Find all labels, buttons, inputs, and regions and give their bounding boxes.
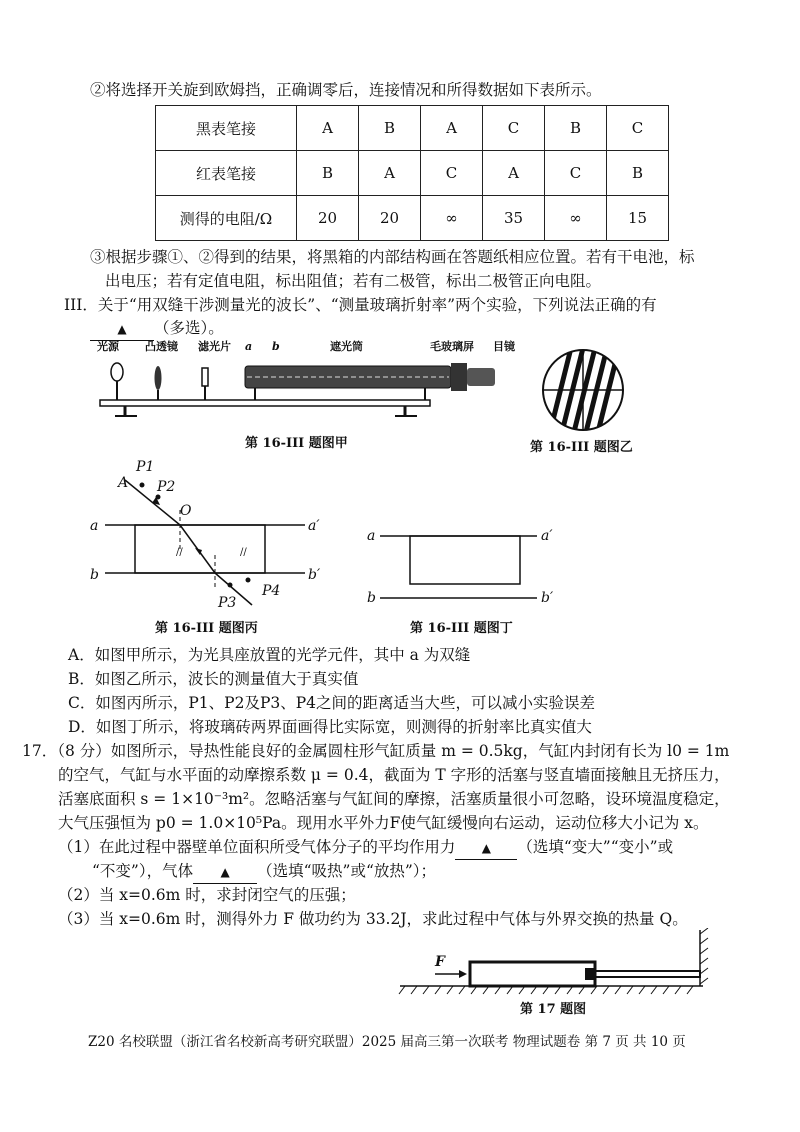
label-b: b bbox=[90, 567, 99, 583]
table-header-cell: 测得的电阻/Ω bbox=[156, 196, 297, 241]
pin-P1 bbox=[140, 483, 145, 488]
label-O: O bbox=[180, 503, 192, 519]
q17-sub2: （2）当 x=0.6m 时，求封闭空气的压强； bbox=[58, 886, 356, 904]
label-P4: P4 bbox=[262, 583, 281, 599]
figure-glass-boundaries bbox=[365, 520, 565, 610]
label-a: a bbox=[367, 528, 376, 544]
step3-line1: ③根据步骤①、②得到的结果，将黑箱的内部结构画在答题纸相应位置。若有干电池，标 bbox=[90, 248, 695, 266]
option-D: D．如图丁所示，将玻璃砖两界面画得比实际宽，则测得的折射率比真实值大 bbox=[68, 718, 592, 736]
triangle-mark: ▲ bbox=[481, 841, 491, 855]
cylinder bbox=[470, 962, 595, 986]
pin-P3 bbox=[228, 583, 233, 588]
figure-optical-bench bbox=[95, 338, 525, 428]
caption-fig-b: 第 16-III 题图乙 bbox=[530, 440, 633, 455]
table-cell: C bbox=[545, 151, 607, 196]
caption-fig-c: 第 16-III 题图丙 bbox=[155, 621, 258, 636]
q17-line2: 的空气，气缸与水平面的动摩擦系数 μ = 0.4，截面为 T 字形的活塞与竖直墙面接触且无挤压力， bbox=[58, 766, 730, 784]
label-P2: P2 bbox=[157, 479, 176, 495]
label-b: b bbox=[367, 590, 376, 606]
step3-line2: 出电压；若有定值电阻，标出阻值；若有二极管，标出二极管正向电阻。 bbox=[105, 272, 602, 290]
table-cell: 20 bbox=[297, 196, 359, 241]
table-cell: A bbox=[483, 151, 545, 196]
q17-sub1-cont bbox=[92, 860, 436, 884]
resistance-table bbox=[155, 105, 669, 241]
part3-question: III．关于“用双缝干涉测量光的波长”、“测量玻璃折射率”两个实验，下列说法正确的有 bbox=[64, 296, 657, 314]
label-a-prime: a′ bbox=[541, 528, 553, 544]
table-cell: ∞ bbox=[421, 196, 483, 241]
option-C: C．如图丙所示，P1、P2及P3、P4之间的距离适当大些，可以减小实验误差 bbox=[68, 694, 596, 712]
triangle-mark: ▲ bbox=[117, 322, 127, 336]
multi-select-note: （多选）。 bbox=[154, 319, 224, 337]
table-cell: A bbox=[421, 106, 483, 151]
table-header-cell: 红表笔接 bbox=[156, 151, 297, 196]
caption-fig-17: 第 17 题图 bbox=[520, 1002, 587, 1017]
label-light-source: 光源 bbox=[97, 340, 119, 353]
force-label: F bbox=[435, 954, 445, 970]
table-cell: B bbox=[297, 151, 359, 196]
label-convex-lens: 凸透镜 bbox=[145, 340, 178, 353]
label-eyepiece: 目镜 bbox=[493, 340, 515, 353]
table-row bbox=[156, 151, 669, 196]
piston-rod bbox=[595, 971, 700, 977]
table-cell: A bbox=[359, 151, 421, 196]
label-a: a bbox=[90, 518, 99, 534]
table-cell: 15 bbox=[607, 196, 669, 241]
table-cell: B bbox=[359, 106, 421, 151]
label-a: a bbox=[245, 340, 253, 353]
table-cell: A bbox=[297, 106, 359, 151]
table-cell: 20 bbox=[359, 196, 421, 241]
label-P1: P1 bbox=[136, 459, 155, 475]
page-footer: Z20 名校联盟（浙江省名校新高考研究联盟）2025 届高三第一次联考 物理试题卷 第 7 页 共 10 页 bbox=[88, 1034, 686, 1050]
q17-line1: 17．（8 分）如图所示，导热性能良好的金属圆柱形气缸质量 m = 0.5kg，气缸内封闭有长为 l0 = 1m bbox=[22, 742, 730, 760]
svg-text://: // bbox=[176, 547, 183, 558]
eyepiece-icon bbox=[467, 368, 495, 386]
light-source-icon bbox=[111, 363, 123, 381]
table-cell: ∞ bbox=[545, 196, 607, 241]
label-b: b bbox=[272, 340, 280, 353]
option-A: A．如图甲所示，为光具座放置的光学元件，其中 a 为双缝 bbox=[68, 646, 471, 664]
q17-sub1-choice2: （选填“吸热”或“放热”）； bbox=[257, 862, 437, 880]
table-row bbox=[156, 196, 669, 241]
figure-glass-refraction bbox=[80, 455, 330, 615]
q17-line3: 活塞底面积 s = 1×10⁻³m²。忽略活塞与气缸间的摩擦，活塞质量很小可忽略，设环境温度稳定， bbox=[58, 790, 730, 808]
label-a-prime: a′ bbox=[308, 518, 320, 534]
bench-rail bbox=[100, 400, 430, 406]
label-b-prime: b′ bbox=[308, 567, 321, 583]
q17-line4: 大气压强恒为 p0 = 1.0×10⁵Pa。现用水平外力F使气缸缓慢向右运动，运动位移大小记为 x。 bbox=[58, 814, 709, 832]
glass-block bbox=[410, 536, 520, 584]
q17-sub1-cont-text: “不变”），气体 bbox=[92, 862, 194, 880]
pin-P4 bbox=[246, 578, 251, 583]
filter-icon bbox=[202, 368, 208, 386]
figure-cylinder bbox=[395, 928, 715, 998]
table-header-cell: 黑表笔接 bbox=[156, 106, 297, 151]
label-A: A bbox=[118, 475, 129, 491]
label-P3: P3 bbox=[218, 595, 237, 611]
label-b-prime: b′ bbox=[541, 590, 554, 606]
q17-sub3: （3）当 x=0.6m 时，测得外力 F 做功约为 33.2J，求此过程中气体与外界交换的热量 Q。 bbox=[58, 910, 688, 928]
caption-fig-d: 第 16-III 题图丁 bbox=[410, 621, 513, 636]
answer-blank[interactable] bbox=[455, 836, 517, 860]
q17-sub1 bbox=[58, 836, 673, 860]
table-cell: B bbox=[545, 106, 607, 151]
caption-fig-a: 第 16-III 题图甲 bbox=[245, 436, 348, 451]
figure-fringe-view bbox=[538, 345, 628, 435]
step2-text: ②将选择开关旋到欧姆挡，正确调零后，连接情况和所得数据如下表所示。 bbox=[90, 81, 602, 99]
q17-sub1-text: （1）在此过程中器壁单位面积所受气体分子的平均作用力 bbox=[58, 838, 456, 856]
label-screen: 毛玻璃屏 bbox=[430, 340, 474, 353]
table-row bbox=[156, 106, 669, 151]
option-B: B．如图乙所示，波长的测量值大于真实值 bbox=[68, 670, 359, 688]
piston-head bbox=[585, 968, 595, 980]
q17-sub1-choice: （选填“变大”“变小”或 bbox=[517, 838, 674, 856]
screen-icon bbox=[451, 363, 467, 391]
triangle-mark: ▲ bbox=[220, 865, 230, 879]
table-cell: C bbox=[421, 151, 483, 196]
svg-text://: // bbox=[240, 547, 247, 558]
table-cell: C bbox=[483, 106, 545, 151]
table-cell: B bbox=[607, 151, 669, 196]
lens-icon bbox=[155, 366, 162, 390]
label-filter: 滤光片 bbox=[198, 340, 231, 353]
answer-blank[interactable] bbox=[193, 860, 257, 884]
table-cell: 35 bbox=[483, 196, 545, 241]
label-shield-tube: 遮光筒 bbox=[330, 340, 363, 353]
pin-P2 bbox=[156, 495, 161, 500]
table-cell: C bbox=[607, 106, 669, 151]
